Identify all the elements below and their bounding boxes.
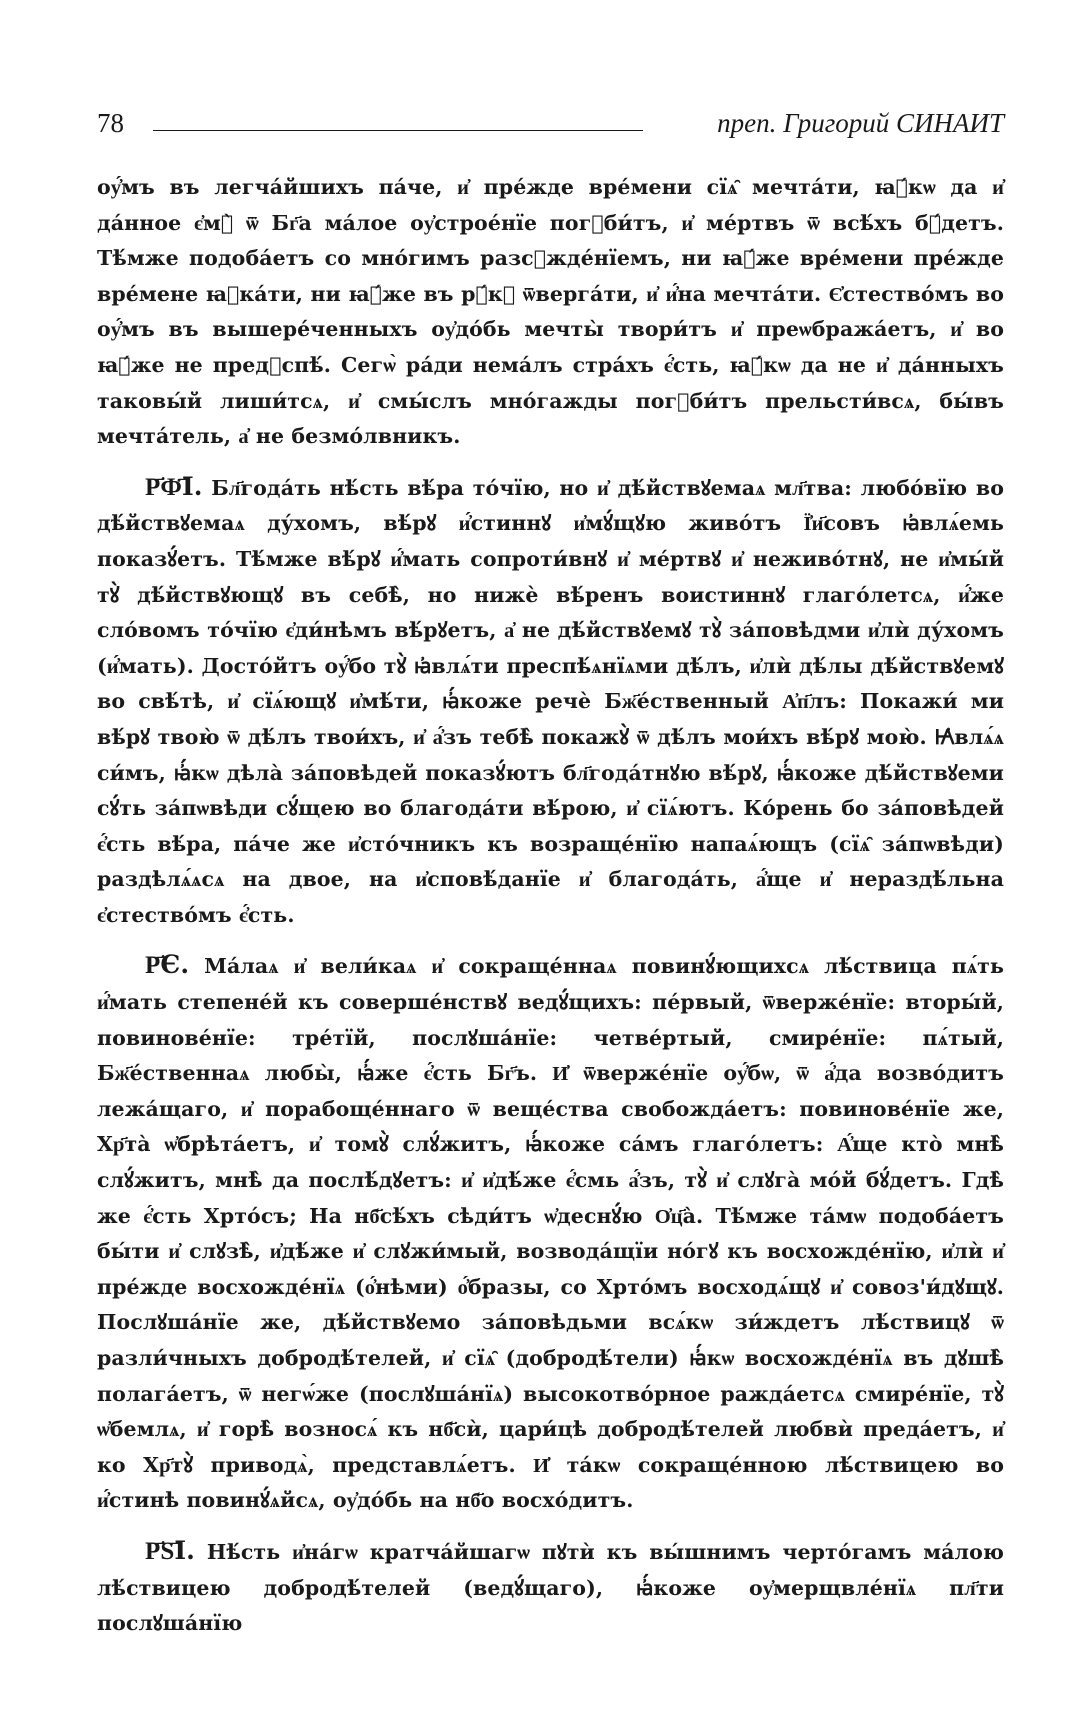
paragraph-text: Бл҃года́ть нѣ́сть вѣ́ра то́чїю, но и҆ дѣ́йствꙋемаѧ мл҃тва: любо́вїю во дѣ́йствꙋемаѧ ду́хомъ, вѣ́рꙋ и҆́стиннꙋ и҆мꙋ́щꙋю живо́тъ Ї҆и҃совъ ꙗ҆влѧ́емь показꙋ́етъ. Тѣ́мже вѣ́рꙋ и҆́мать сопроти́внꙋ и҆ ме́ртвꙋ и҆ неживо́тнꙋ, не и҆мы́й тꙋ̀ дѣ́йствꙋющꙋ въ себѣ̀, но нижѐ вѣ́ренъ воистиннꙋ глаго́летсѧ, и҆́же сло́вомъ то́чїю є҆ди́нѣмъ вѣ́рꙋетъ, а҆ не дѣ́йствꙋемꙋ тꙋ̀ за́повѣдми и҆лѝ ду́хомъ (и҆́мать). Досто́йтъ оу҆́бо тꙋ̀ ꙗ҆влѧ́ти преспѣ́ѧнїѧми дѣ́лъ, и҆лѝ дѣ́лы дѣ́йствꙋемꙋ во свѣ́тѣ, и҆ сїѧ́ющꙋ и҆мѣ́ти, ꙗ҆́коже речѐ Бж҃е́ственный А҆п҃лъ: Покажи́ ми вѣ́рꙋ твою̀ ѿ дѣ́лъ твои́хъ, и҆ а҆́зъ тебѣ̀ покажꙋ̀ ѿ дѣ́лъ мои́хъ вѣ́рꙋ мою̀. Ꙗ҆влѧ́ѧ си́мъ, ꙗ҆́кѡ дѣла̀ за́повѣдей показꙋ́ютъ бл҃года́тнꙋю вѣ́рꙋ, ꙗ҆́коже дѣ́йствꙋеми сꙋ́ть за́пѡвѣди сꙋ́щею во благода́ти вѣ́рою, и҆ сїѧ́ютъ. Ко́рень бо за́повѣдей є҆́сть вѣ́ра, па́че же и҆сто́чникъ къ возраще́нїю напаѧ́ющъ (сїѧ̑ за́пѡвѣди) раздѣлѧ́ѧсѧ на двое, на и҆сповѣ́данїе и҆ благода́ть, а҆́ще и҆ нераздѣ́льна є҆стество́мъ є҆́сть. [97,475,1004,927]
paragraph [97,1533,1004,1642]
header-rule [153,130,643,131]
paragraph-number: Р҃Ѕ҃І. [145,1535,195,1565]
paragraph [97,469,1004,934]
paragraph [97,170,1004,455]
paragraph-number: Р҃Є. [145,950,190,980]
page-header [97,108,1004,148]
page-number: 78 [97,108,124,138]
body-text [97,170,1004,1656]
paragraph-text: Ма́лаѧ и҆ вели́каѧ и҆ сокраще́ннаѧ повинꙋ́ющихсѧ лѣ́ствица пѧ́ть и҆́мать степене́й къ соверше́нствꙋ ведꙋ́щихъ: пе́рвый, ѿверже́нїе: вторы́й, повинове́нїе: тре́тїй, послꙋша́нїе: четве́ртый, смире́нїе: пѧ́тый, Бж҃е́ственнаѧ любы̀, ꙗ҆́же є҆́сть Бг҃ъ. И҆ ѿверже́нїе оу҆́бѡ, ѿ а҆́да возво́дитъ лежа́щаго, и҆ порабоще́ннаго ѿ веще́ства свобожда́етъ: повинове́нїе же, Хр҃та̀ ѡ҆брѣта́етъ, и҆ томꙋ̀ слꙋ́житъ, ꙗ҆́коже са́мъ глаго́летъ: А҆́ще кто̀ мнѣ̀ слꙋ́житъ, мнѣ̀ да послѣ́дꙋетъ: и҆ и҆дѣ́же є҆́смь а҆́зъ, тꙋ̀ и҆ слꙋга̀ мо́й бꙋ́детъ. Гдѣ̀ же є҆́сть Хрто́съ; На нб҃сѣ́хъ сѣди́тъ ѡ҆деснꙋ́ю О҆ц҃а̀. Тѣ́мже та́мѡ подоба́етъ бы́ти и҆ слꙋзѣ̀, и҆дѣ́же и҆ слꙋжи́мый, возвода́щїи но́гꙋ къ восхожде́нїю, и҆лѝ и҆ пре́жде восхожде́нїѧ (о҆́нѣми) о҆́бразы, со Хрто́мъ восходѧ́щꙋ и҆ совоз'и́дꙋщꙋ. Послꙋша́нїе же, дѣ́йствꙋемо за́повѣдьми всѧ́кѡ зи́ждетъ лѣ́ствицꙋ ѿ разли́чныхъ добродѣ́телей, и҆ сїѧ̑ (добродѣ́тели) ꙗ҆́кѡ восхожде́нїѧ въ дꙋшѣ̀ полага́етъ, ѿ негѡ́же (послꙋша́нїѧ) высокотво́рное ражда́етсѧ смире́нїе, тꙋ̀ ѡ҆бемлѧ, и҆ горѣ̀ возносѧ́ къ нб҃сѝ, цари́цѣ добродѣ́телей любвѝ преда́етъ, и҆ ко Хр҃тꙋ̀ приводѧ̀, представлѧ́етъ. И҆ та́кѡ сокраще́нною лѣ́ствицею во и҆́стинѣ повинꙋ́ѧйсѧ, оу҆до́бь на нб҃о восхо́дитъ. [97,954,1004,1513]
paragraph-text: Нѣ́сть и҆на́гѡ кратча́йшагѡ пꙋтѝ къ вы́шнимъ черто́гамъ ма́лою лѣ́ствицею добродѣ́телей (ведꙋ́щаго), ꙗ҆́коже оу҆мерщвле́нїѧ пл҃ти послꙋша́нїю [97,1539,1004,1636]
paragraph-text: оу҆́мъ въ легча́йшихъ па́че, и҆ пре́жде вре́мени сїѧ̑ мечта́ти, ꙗ҆́кѡ да и҆ да́нное є҆мꙋ̀ ѿ Бг҃а ма́лое оу҆строе́нїе погꙋби́тъ, и҆ ме́ртвъ ѿ всѣ́хъ бꙋ́детъ. Тѣ́мже подоба́етъ со мно́гимъ разсꙋжде́нїемъ, ни ꙗ҆́же вре́мени пре́жде вре́мене ꙗ҆ка́ти, ни ꙗ҆́же въ рꙋ́кꙋ ѿверга́ти, и҆ и҆́на мечта́ти. Є҆стество́мъ во оу҆́мъ въ вышере́ченныхъ оу҆до́бь мечты̀ твори́тъ и҆ преѡбража́етъ, и҆ во ꙗ҆́же не предꙋспѣ́. Сегѡ̀ ра́ди нема́лъ стра́хъ є҆́сть, ꙗ҆́кѡ да не и҆ да́нныхъ таковы́й лиши́тсѧ, и҆ смы́слъ мно́гажды погꙋби́тъ прельсти́всѧ, бы́въ мечта́тель, а҆ не безмо́лвникъ. [97,175,1004,449]
paragraph-number: Р҃Ф҃І. [145,471,203,501]
paragraph [97,947,1004,1519]
running-title: преп. Григорий СИНАИТ [717,108,1004,138]
